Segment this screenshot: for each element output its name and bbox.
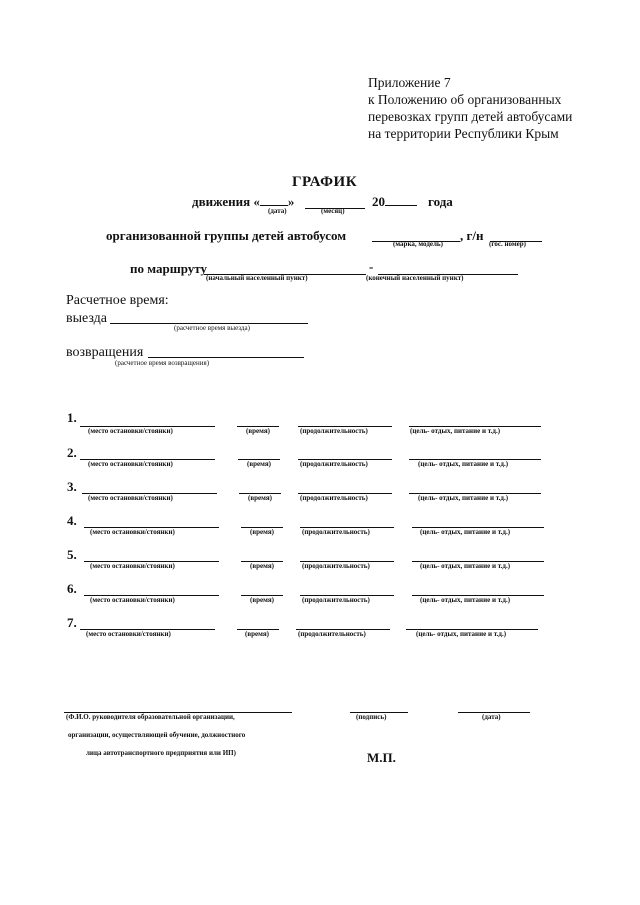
caption-place: (место остановки/стоянки)	[90, 562, 175, 570]
fio-caption-1: (Ф.И.О. руководителя образовательной организации,	[66, 713, 235, 721]
caption-place: (место остановки/стоянки)	[88, 494, 173, 502]
caption-purpose: (цель- отдых, питание и т.д.)	[410, 427, 501, 435]
route-dash: -	[369, 259, 374, 274]
stop-number: 4.	[67, 513, 77, 528]
caption-time: (время)	[246, 427, 270, 435]
movement-prefix: движения «	[192, 194, 260, 209]
caption-time: (время)	[245, 630, 269, 638]
caption-duration: (продолжительность)	[302, 528, 370, 536]
departure-label: выезда	[66, 311, 108, 326]
caption-place: (место остановки/стоянки)	[86, 630, 171, 638]
stop-number: 3.	[67, 479, 77, 494]
return-caption: (расчетное время возвращения)	[115, 359, 210, 367]
return-label: возвращения	[66, 345, 144, 360]
caption-start: (начальный населенный пункт)	[206, 274, 308, 282]
document-title: ГРАФИК	[292, 174, 358, 190]
caption-time: (время)	[248, 494, 272, 502]
caption-place: (место остановки/стоянки)	[90, 596, 175, 604]
caption-place: (место остановки/стоянки)	[90, 528, 175, 536]
date-caption: (дата)	[482, 713, 501, 721]
quote-close: »	[287, 194, 295, 209]
fio-caption-3: лица автотранспортного предприятия или ИП)	[86, 749, 236, 757]
caption-end: (конечный населенный пункт)	[366, 274, 464, 282]
year-prefix: 20	[372, 194, 385, 209]
caption-purpose: (цель- отдых, питание и т.д.)	[420, 562, 511, 570]
group-label: организованной группы детей автобусом	[106, 228, 347, 243]
stop-number: 5.	[67, 547, 77, 562]
appendix-line-4: на территории Республики Крым	[368, 126, 559, 141]
caption-purpose: (цель- отдых, питание и т.д.)	[420, 528, 511, 536]
appendix-line-1: Приложение 7	[368, 75, 451, 90]
appendix-line-2: к Положению об организованных	[368, 92, 562, 107]
appendix-block	[368, 74, 572, 142]
signature-caption: (подпись)	[356, 713, 387, 721]
stop-number: 1.	[67, 410, 77, 425]
caption-time: (время)	[250, 528, 274, 536]
caption-purpose: (цель- отдых, питание и т.д.)	[420, 596, 511, 604]
caption-time: (время)	[247, 460, 271, 468]
caption-month: (месяц)	[321, 207, 345, 215]
caption-time: (время)	[250, 596, 274, 604]
caption-duration: (продолжительность)	[300, 494, 368, 502]
caption-duration: (продолжительность)	[300, 427, 368, 435]
caption-duration: (продолжительность)	[300, 460, 368, 468]
year-field[interactable]	[385, 205, 417, 206]
caption-purpose: (цель- отдых, питание и т.д.)	[416, 630, 507, 638]
year-suffix: года	[428, 194, 453, 209]
caption-time: (время)	[250, 562, 274, 570]
caption-duration: (продолжительность)	[302, 562, 370, 570]
caption-plate: (гос. номер)	[489, 240, 526, 248]
plate-label: , г/н	[460, 228, 484, 243]
fio-caption-2: организации, осуществляющей обучение, должностного	[68, 731, 246, 739]
stop-number: 6.	[67, 581, 77, 596]
stop-number: 7.	[67, 615, 77, 630]
caption-purpose: (цель- отдых, питание и т.д.)	[418, 494, 509, 502]
estimated-heading: Расчетное время:	[66, 293, 169, 308]
caption-model: (марка, модель)	[393, 240, 443, 248]
stamp-place: М.П.	[367, 750, 396, 765]
day-field[interactable]	[260, 205, 288, 206]
caption-date: (дата)	[268, 207, 287, 215]
stop-number: 2.	[67, 445, 77, 460]
caption-place: (место остановки/стоянки)	[88, 460, 173, 468]
appendix-line-3: перевозках групп детей автобусами	[368, 109, 573, 124]
route-label: по маршруту	[130, 261, 207, 276]
caption-duration: (продолжительность)	[298, 630, 366, 638]
caption-place: (место остановки/стоянки)	[88, 427, 173, 435]
year-label	[372, 194, 417, 210]
return-field[interactable]	[148, 357, 304, 358]
departure-caption: (расчетное время выезда)	[174, 324, 250, 332]
caption-purpose: (цель- отдых, питание и т.д.)	[418, 460, 509, 468]
caption-duration: (продолжительность)	[302, 596, 370, 604]
